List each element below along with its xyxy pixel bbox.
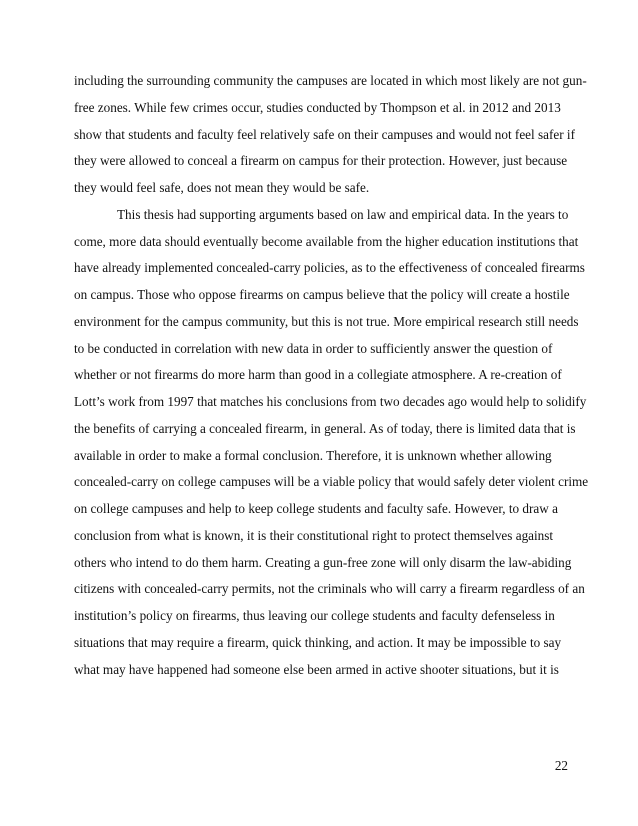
text-line: situations that may require a firearm, quick thinking, and action. It may be impossible to say [74, 634, 562, 650]
text-line: on campus. Those who oppose firearms on campus believe that the policy will create a hostile [74, 287, 570, 302]
text-line: free zones. While few crimes occur, studies conducted by Thompson et al. in 2012 and 2013 [74, 99, 561, 115]
text-line: they would feel safe, does not mean they would be safe. [74, 180, 370, 195]
text-line: available in order to make a formal conclusion. Therefore, it is unknown whether allowing [74, 447, 552, 463]
body-text [74, 68, 589, 683]
text-line: to be conducted in correlation with new data in order to sufficiently answer the question of [74, 340, 553, 356]
text-line: institution’s policy on firearms, thus leaving our college students and faculty defenseless in [74, 608, 555, 623]
text-line: conclusion from what is known, it is their constitutional right to protect themselves against [74, 527, 554, 543]
text-line: come, more data should eventually become available from the higher education institutions that [74, 233, 579, 249]
paragraph-first-line: This thesis had supporting arguments based on law and empirical data. In the years to [117, 206, 569, 222]
text-line: show that students and faculty feel relatively safe on their campuses and would not feel safer if [74, 126, 575, 142]
text-line: the benefits of carrying a concealed firearm, in general. As of today, there is limited data that is [74, 420, 576, 436]
text-line: on college campuses and help to keep college students and faculty safe. However, to draw a [74, 501, 558, 516]
text-line: including the surrounding community the campuses are located in which most likely are not gun- [74, 73, 587, 88]
text-line: whether or not firearms do more harm than good in a collegiate atmosphere. A re-creation of [74, 367, 562, 383]
text-line: Lott’s work from 1997 that matches his conclusions from two decades ago would help to solidify [74, 394, 587, 409]
text-line: others who intend to do them harm. Creating a gun-free zone will only disarm the law-abiding [74, 554, 572, 570]
text-line: concealed-carry on college campuses will be a viable policy that would safely deter violent crime [74, 474, 589, 490]
text-line: what may have happened had someone else been armed in active shooter situations, but it is [74, 661, 559, 677]
text-line: citizens with concealed-carry permits, not the criminals who will carry a firearm regardless of an [74, 581, 585, 597]
text-line: have already implemented concealed-carry policies, as to the effectiveness of concealed firearms [74, 260, 585, 276]
text-line: they were allowed to conceal a firearm on campus for their protection. However, just because [74, 153, 568, 169]
text-line: environment for the campus community, but this is not true. More empirical research still needs [74, 313, 579, 329]
page-number: 22 [554, 758, 568, 773]
